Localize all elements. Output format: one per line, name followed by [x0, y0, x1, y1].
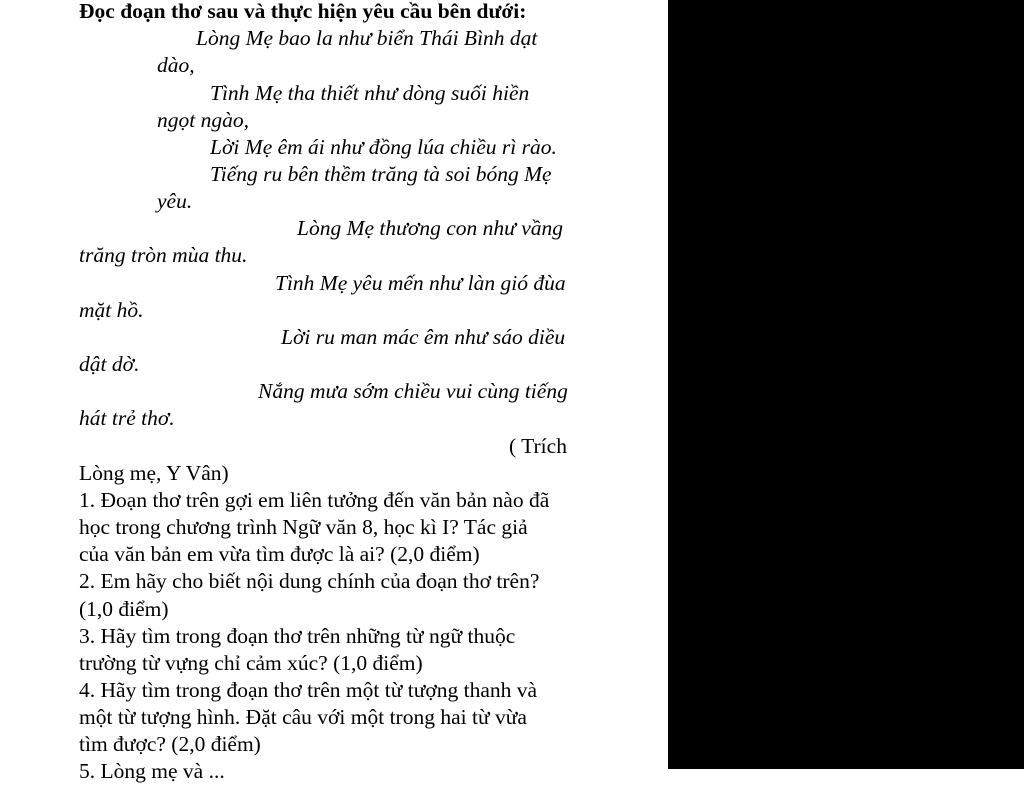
question-line: 2. Em hãy cho biết nội dung chính của đoạn thơ trên? [79, 569, 540, 593]
poem-line: Tình Mẹ tha thiết như dòng suối hiền [210, 81, 530, 105]
question-line: (1,0 điểm) [79, 597, 169, 621]
question-line: một từ tượng hình. Đặt câu với một trong hai từ vừa [79, 705, 527, 729]
question-line-partial: 5. Lòng mẹ và ... [79, 759, 225, 783]
poem-line: Lòng Mẹ bao la như biển Thái Bình dạt [196, 26, 538, 50]
poem-line: hát trẻ thơ. [79, 406, 175, 430]
poem-line: Lời ru man mác êm như sáo diều [281, 325, 566, 349]
poem-line: ngọt ngào, [157, 108, 249, 132]
poem-line: dào, [157, 53, 195, 77]
poem-line: dật dờ. [79, 352, 140, 376]
question-line: tìm được? (2,0 điểm) [79, 732, 261, 756]
source-citation: Lòng mẹ, Y Vân) [79, 461, 229, 485]
question-line: 4. Hãy tìm trong đoạn thơ trên một từ tượng thanh và [79, 678, 538, 702]
poem-line: yêu. [157, 189, 193, 213]
poem-line: Tình Mẹ yêu mến như làn gió đùa [275, 271, 566, 295]
source-citation: ( Trích [509, 434, 567, 458]
question-line: 3. Hãy tìm trong đoạn thơ trên những từ ngữ thuộc [79, 624, 516, 648]
black-side-panel [668, 0, 1024, 769]
poem-line: trăng tròn mùa thu. [79, 243, 248, 267]
poem-line: Tiếng ru bên thềm trăng tà soi bóng Mẹ [210, 162, 552, 186]
poem-line: Lời Mẹ êm ái như đồng lúa chiều rì rào. [210, 135, 557, 159]
poem-line: Lòng Mẹ thương con như vầng [297, 216, 564, 240]
question-line: học trong chương trình Ngữ văn 8, học kì I? Tác giả [79, 515, 528, 539]
question-line: 1. Đoạn thơ trên gợi em liên tưởng đến văn bản nào đã [79, 488, 550, 512]
question-line: của văn bản em vừa tìm được là ai? (2,0 điểm) [79, 542, 480, 566]
question-line: trường từ vựng chỉ cảm xúc? (1,0 điểm) [79, 651, 423, 675]
poem-line: mặt hồ. [79, 298, 144, 322]
poem-line: Nắng mưa sớm chiều vui cùng tiếng [258, 379, 568, 403]
heading: Đọc đoạn thơ sau và thực hiện yêu cầu bên dưới: [79, 0, 527, 23]
